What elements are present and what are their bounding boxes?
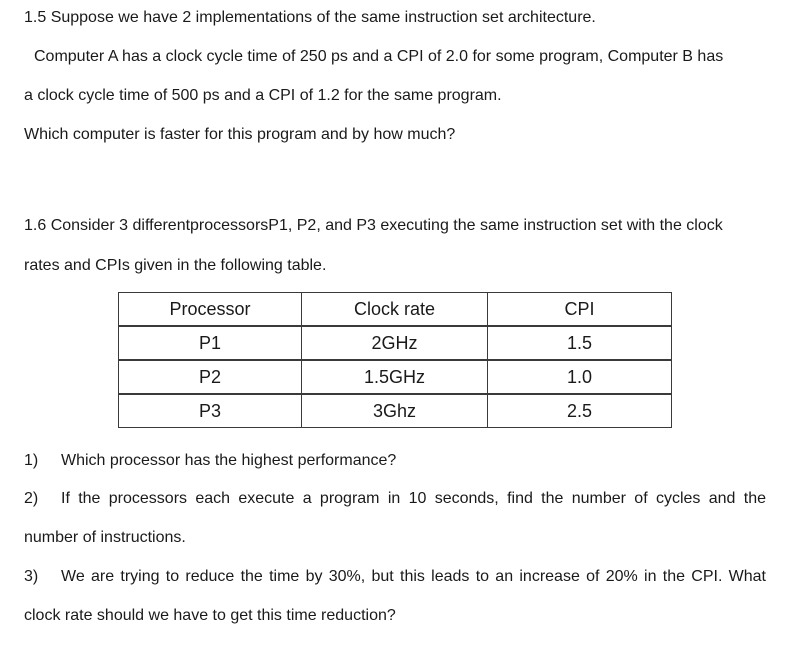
question-text: Which processor has the highest performance? [61,452,397,469]
question-number: 1) [24,452,39,469]
cell-clock-rate: 2GHz [302,326,488,360]
processor-table [118,292,672,428]
question-3 [24,567,766,587]
table-row [119,326,672,360]
q16-line2: rates and CPIs given in the following table. [24,257,327,274]
cell-clock-rate: 1.5GHz [302,360,488,394]
cell-processor: P2 [119,360,302,394]
header-cpi: CPI [488,293,672,327]
q15-line2: Computer A has a clock cycle time of 250 ps and a CPI of 2.0 for some program, Computer B has [34,48,724,65]
header-processor: Processor [119,293,302,327]
cell-cpi: 1.0 [488,360,672,394]
question-2 [24,489,766,509]
q15-line1: 1.5 Suppose we have 2 implementations of the same instruction set architecture. [24,9,596,26]
cell-cpi: 1.5 [488,326,672,360]
question-3-continuation: clock rate should we have to get this time reduction? [24,607,396,624]
table-header-row [119,293,672,327]
header-clock-rate: Clock rate [302,293,488,327]
question-number: 3) [24,568,39,585]
cell-processor: P1 [119,326,302,360]
question-number: 2) [24,490,39,507]
table-row [119,394,672,428]
cell-cpi: 2.5 [488,394,672,428]
question-text: If the processors each execute a program in 10 seconds, find the number of cycles and the [61,490,766,507]
cell-clock-rate: 3Ghz [302,394,488,428]
q16-line1: 1.6 Consider 3 differentprocessorsP1, P2, and P3 executing the same instruction set with the clock [24,217,723,234]
question-2-continuation: number of instructions. [24,529,186,546]
question-text: We are trying to reduce the time by 30%, but this leads to an increase of 20% in the CPI. What [61,568,766,585]
question-1 [24,451,766,471]
cell-processor: P3 [119,394,302,428]
table-row [119,360,672,394]
q15-line4: Which computer is faster for this program and by how much? [24,126,456,143]
q15-line3: a clock cycle time of 500 ps and a CPI of 1.2 for the same program. [24,87,502,104]
